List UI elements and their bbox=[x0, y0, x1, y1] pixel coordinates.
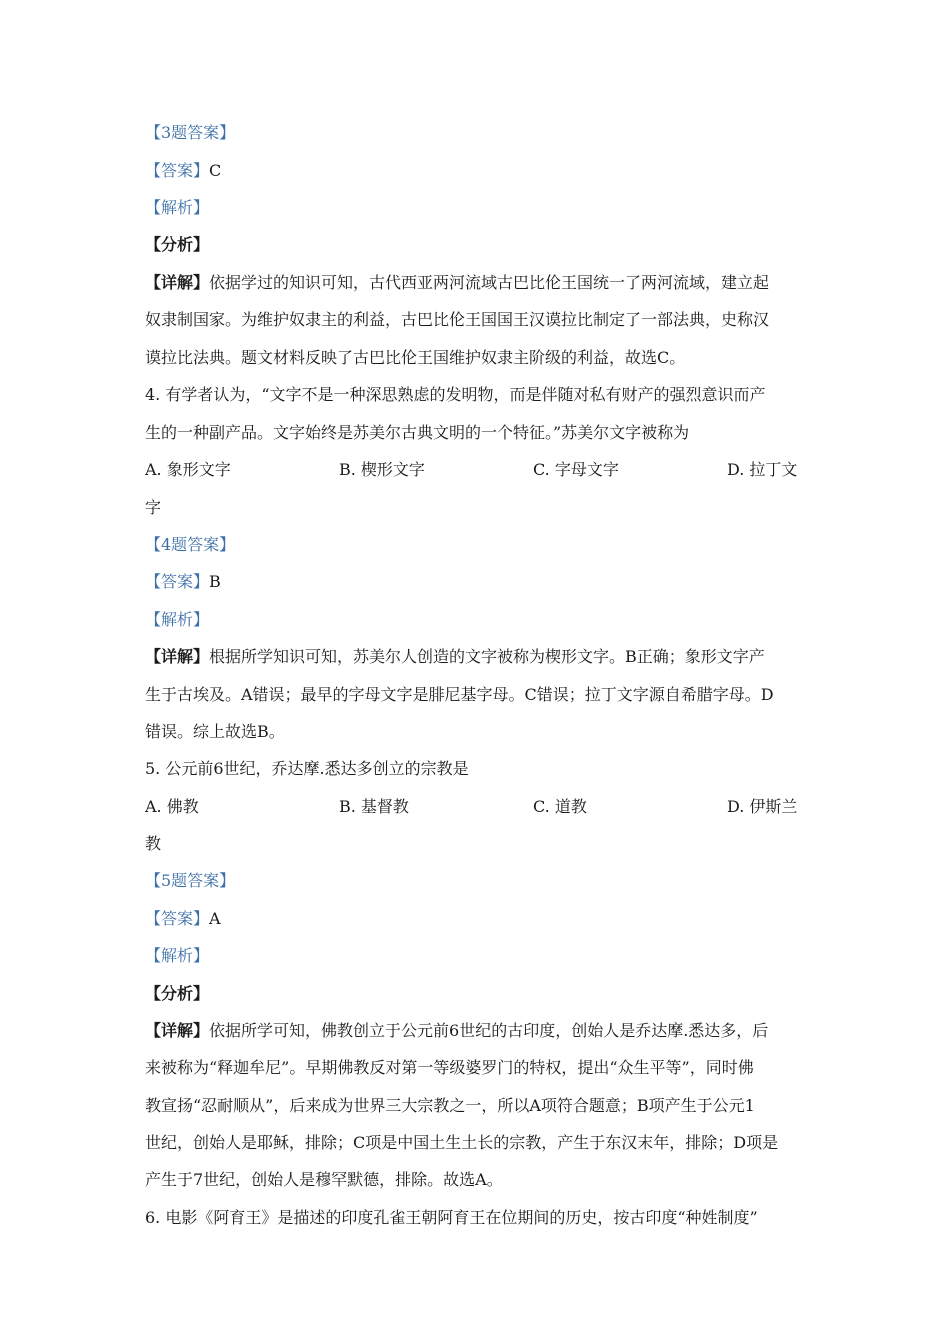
q5-options bbox=[145, 795, 813, 819]
option-c: C. 道教 bbox=[533, 797, 587, 816]
q5-analysis-tag: 【解析】 bbox=[145, 946, 210, 965]
option-b: B. 基督教 bbox=[339, 797, 409, 816]
detail-tag: 【详解】 bbox=[145, 273, 210, 292]
q3-answer-section: 【3题答案】 bbox=[145, 123, 236, 142]
q4-stem-line: 4. 有学者认为，“文字不是一种深思熟虑的发明物，而是伴随对私有财产的强烈意识而产 bbox=[145, 385, 766, 404]
q4-answer-line bbox=[145, 570, 813, 594]
q4-option-wrap: 字 bbox=[145, 498, 162, 517]
option-b: B. 楔形文字 bbox=[339, 460, 425, 479]
q3-detail-line: 谟拉比法典。题文材料反映了古巴比伦王国维护奴隶主阶级的利益，故选C。 bbox=[145, 348, 686, 367]
q4-answer-section: 【4题答案】 bbox=[145, 535, 236, 554]
q5-detail-line: 产生于7世纪，创始人是穆罕默德，排除。故选A。 bbox=[145, 1170, 503, 1189]
answer-value: B bbox=[209, 572, 221, 591]
q3-detail-line: 奴隶制国家。为维护奴隶主的利益，古巴比伦王国国王汉谟拉比制定了一部法典，史称汉 bbox=[145, 310, 770, 329]
option-d: D. 伊斯兰 bbox=[727, 797, 798, 816]
q5-detail-line bbox=[145, 1019, 813, 1043]
detail-text: 根据所学知识可知，苏美尔人创造的文字被称为楔形文字。B正确；象形文字产 bbox=[209, 647, 765, 666]
detail-text: 依据学过的知识可知，古代西亚两河流域古巴比伦王国统一了两河流域，建立起 bbox=[209, 273, 770, 292]
q4-analysis-tag: 【解析】 bbox=[145, 610, 210, 629]
q5-answer-section: 【5题答案】 bbox=[145, 871, 236, 890]
answer-tag: 【答案】 bbox=[145, 572, 210, 591]
answer-value: A bbox=[209, 909, 221, 928]
q3-answer-line bbox=[145, 159, 813, 183]
q6-stem-line: 6. 电影《阿育王》是描述的印度孔雀王朝阿育王在位期间的历史，按古印度“种姓制度” bbox=[145, 1208, 758, 1227]
q4-stem-line: 生的一种副产品。文字始终是苏美尔古典文明的一个特征。”苏美尔文字被称为 bbox=[145, 423, 690, 442]
q4-detail-line: 生于古埃及。A错误；最早的字母文字是腓尼基字母。C错误；拉丁文字源自希腊字母。D bbox=[145, 685, 774, 704]
q3-analysis-tag: 【解析】 bbox=[145, 198, 210, 217]
option-a: A. 佛教 bbox=[145, 797, 199, 816]
q4-detail-line: 错误。综上故选B。 bbox=[145, 722, 285, 741]
q4-options bbox=[145, 458, 813, 482]
q3-detail-line bbox=[145, 271, 813, 295]
q3-fenxi-tag: 【分析】 bbox=[145, 235, 210, 254]
q5-stem-line: 5. 公元前6世纪，乔达摩.悉达多创立的宗教是 bbox=[145, 759, 469, 778]
q5-detail-line: 世纪，创始人是耶稣，排除；C项是中国土生土长的宗教，产生于东汉末年，排除；D项是 bbox=[145, 1133, 779, 1152]
q4-detail-line bbox=[145, 645, 813, 669]
detail-tag: 【详解】 bbox=[145, 647, 210, 666]
q5-detail-line: 教宣扬“忍耐顺从”，后来成为世界三大宗教之一，所以A项符合题意；B项产生于公元1 bbox=[145, 1096, 755, 1115]
q5-answer-line bbox=[145, 907, 813, 931]
detail-tag: 【详解】 bbox=[145, 1021, 210, 1040]
q5-option-wrap: 教 bbox=[145, 834, 162, 853]
option-d: D. 拉丁文 bbox=[727, 460, 798, 479]
answer-tag: 【答案】 bbox=[145, 161, 210, 180]
option-a: A. 象形文字 bbox=[145, 460, 231, 479]
answer-tag: 【答案】 bbox=[145, 909, 210, 928]
q5-fenxi-tag: 【分析】 bbox=[145, 984, 210, 1003]
answer-value: C bbox=[209, 161, 222, 180]
detail-text: 依据所学可知，佛教创立于公元前6世纪的古印度，创始人是乔达摩.悉达多，后 bbox=[209, 1021, 769, 1040]
q5-detail-line: 来被称为“释迦牟尼”。早期佛教反对第一等级婆罗门的特权，提出“众生平等”，同时佛 bbox=[145, 1058, 754, 1077]
option-c: C. 字母文字 bbox=[533, 460, 619, 479]
